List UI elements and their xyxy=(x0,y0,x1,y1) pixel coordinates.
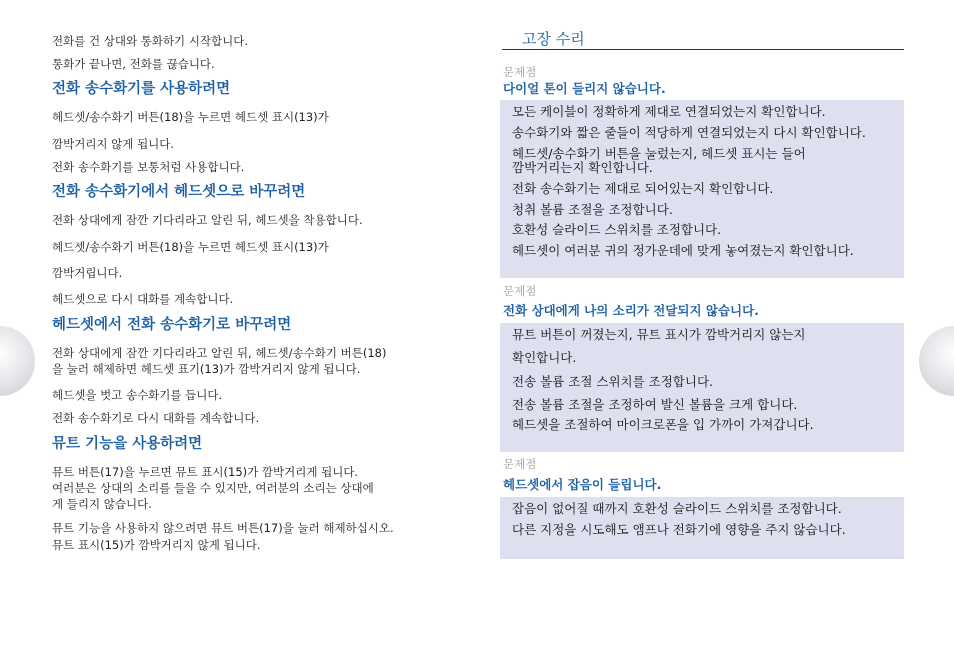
solution-item: 청취 볼륨 조절을 조정합니다. xyxy=(512,202,673,217)
body-text-line: 깜박거리지 않게 됩니다. xyxy=(52,137,175,151)
body-text-line: 헤드셋/송수화기 버튼(18)을 누르면 헤드셋 표시(13)가 xyxy=(52,240,329,254)
body-text-line: 헤드셋을 벗고 송수화기를 듭니다. xyxy=(52,388,223,402)
section-heading: 헤드셋에서 전화 송수화기로 바꾸려면 xyxy=(52,317,292,333)
body-text-line: 헤드셋으로 다시 대화를 계속합니다. xyxy=(52,292,234,306)
body-text-line: 을 눌러 해제하면 헤드셋 표기(13)가 깜박거리지 않게 됩니다. xyxy=(52,362,361,376)
solution-item: 다른 지정을 시도해도 앰프나 전화기에 영향을 주지 않습니다. xyxy=(512,522,846,537)
problem-title: 헤드셋에서 잡음이 들립니다. xyxy=(503,477,662,492)
section-rule xyxy=(502,49,904,50)
solution-item: 모든 케이블이 정확하게 제대로 연결되었는지 확인합니다. xyxy=(512,104,826,119)
body-text-line: 뮤트 표시(15)가 깜박거리지 않게 됩니다. xyxy=(52,538,261,552)
body-text-line: 전화 송수화기를 보통처럼 사용합니다. xyxy=(52,160,245,174)
solution-item: 뮤트 버튼이 꺼졌는지, 뮤트 표시가 깜박거리지 않는지 xyxy=(512,327,806,342)
body-text-line: 여러분은 상대의 소리를 들을 수 있지만, 여러분의 소리는 상대에 xyxy=(52,481,374,495)
section-heading: 전화 송수화기를 사용하려면 xyxy=(52,81,231,97)
body-text-line: 게 들리지 않습니다. xyxy=(52,497,152,511)
body-text-line: 깜박거립니다. xyxy=(52,266,123,280)
section-heading: 뮤트 기능을 사용하려면 xyxy=(52,436,203,452)
left-page-tab xyxy=(0,326,35,396)
problem-label: 문제점 xyxy=(503,457,537,471)
right-page-tab xyxy=(919,326,954,396)
solution-item: 헤드셋/송수화기 버튼을 눌렀는지, 헤드셋 표시는 들어 xyxy=(512,146,806,161)
body-text-line: 뮤트 기능을 사용하지 않으려면 뮤트 버튼(17)을 눌러 해제하십시오. xyxy=(52,521,394,535)
problem-label: 문제점 xyxy=(503,284,537,298)
body-text-line: 뮤트 버튼(17)을 누르면 뮤트 표시(15)가 깜박거리게 됩니다. xyxy=(52,465,359,479)
solution-item: 전송 볼륨 조절을 조정하여 발신 볼륨을 크게 합니다. xyxy=(512,397,798,412)
solution-item: 잡음이 없어질 때까지 호환성 슬라이드 스위치를 조정합니다. xyxy=(512,501,842,516)
body-text-line: 전화 상대에게 잠깐 기다리라고 알린 뒤, 헤드셋을 착용합니다. xyxy=(52,213,363,227)
solution-item: 확인합니다. xyxy=(512,350,577,365)
solution-item: 송수화기와 짧은 줄들이 적당하게 연결되었는지 다시 확인합니다. xyxy=(512,125,866,140)
body-text-line: 헤드셋/송수화기 버튼(18)을 누르면 헤드셋 표시(13)가 xyxy=(52,110,329,124)
body-text-line: 전화 송수화기로 다시 대화를 계속합니다. xyxy=(52,411,260,425)
solution-item: 전화 송수화기는 제대로 되어있는지 확인합니다. xyxy=(512,181,774,196)
solution-item: 헤드셋이 여러분 귀의 정가운데에 맞게 놓여졌는지 확인합니다. xyxy=(512,243,854,258)
solution-item: 헤드셋을 조절하여 마이크로폰을 입 가까이 가져갑니다. xyxy=(512,417,814,432)
body-text-line: 전화를 건 상대와 통화하기 시작합니다. xyxy=(52,34,249,48)
solution-item: 전송 볼륨 조절 스위치를 조정합니다. xyxy=(512,374,713,389)
section-heading: 전화 송수화기에서 헤드셋으로 바꾸려면 xyxy=(52,184,306,200)
problem-label: 문제점 xyxy=(503,65,537,79)
body-text-line: 전화 상대에게 잠깐 기다리라고 알린 뒤, 헤드셋/송수화기 버튼(18) xyxy=(52,346,387,360)
solution-item: 호환성 슬라이드 스위치를 조정합니다. xyxy=(512,222,722,237)
problem-title: 다이얼 톤이 들리지 않습니다. xyxy=(503,81,666,96)
body-text-line: 통화가 끝나면, 전화를 끊습니다. xyxy=(52,57,215,71)
solution-item: 깜박거리는지 확인합니다. xyxy=(512,160,653,175)
problem-title: 전화 상대에게 나의 소리가 전달되지 않습니다. xyxy=(503,303,759,318)
section-title: 고장 수리 xyxy=(522,30,585,48)
